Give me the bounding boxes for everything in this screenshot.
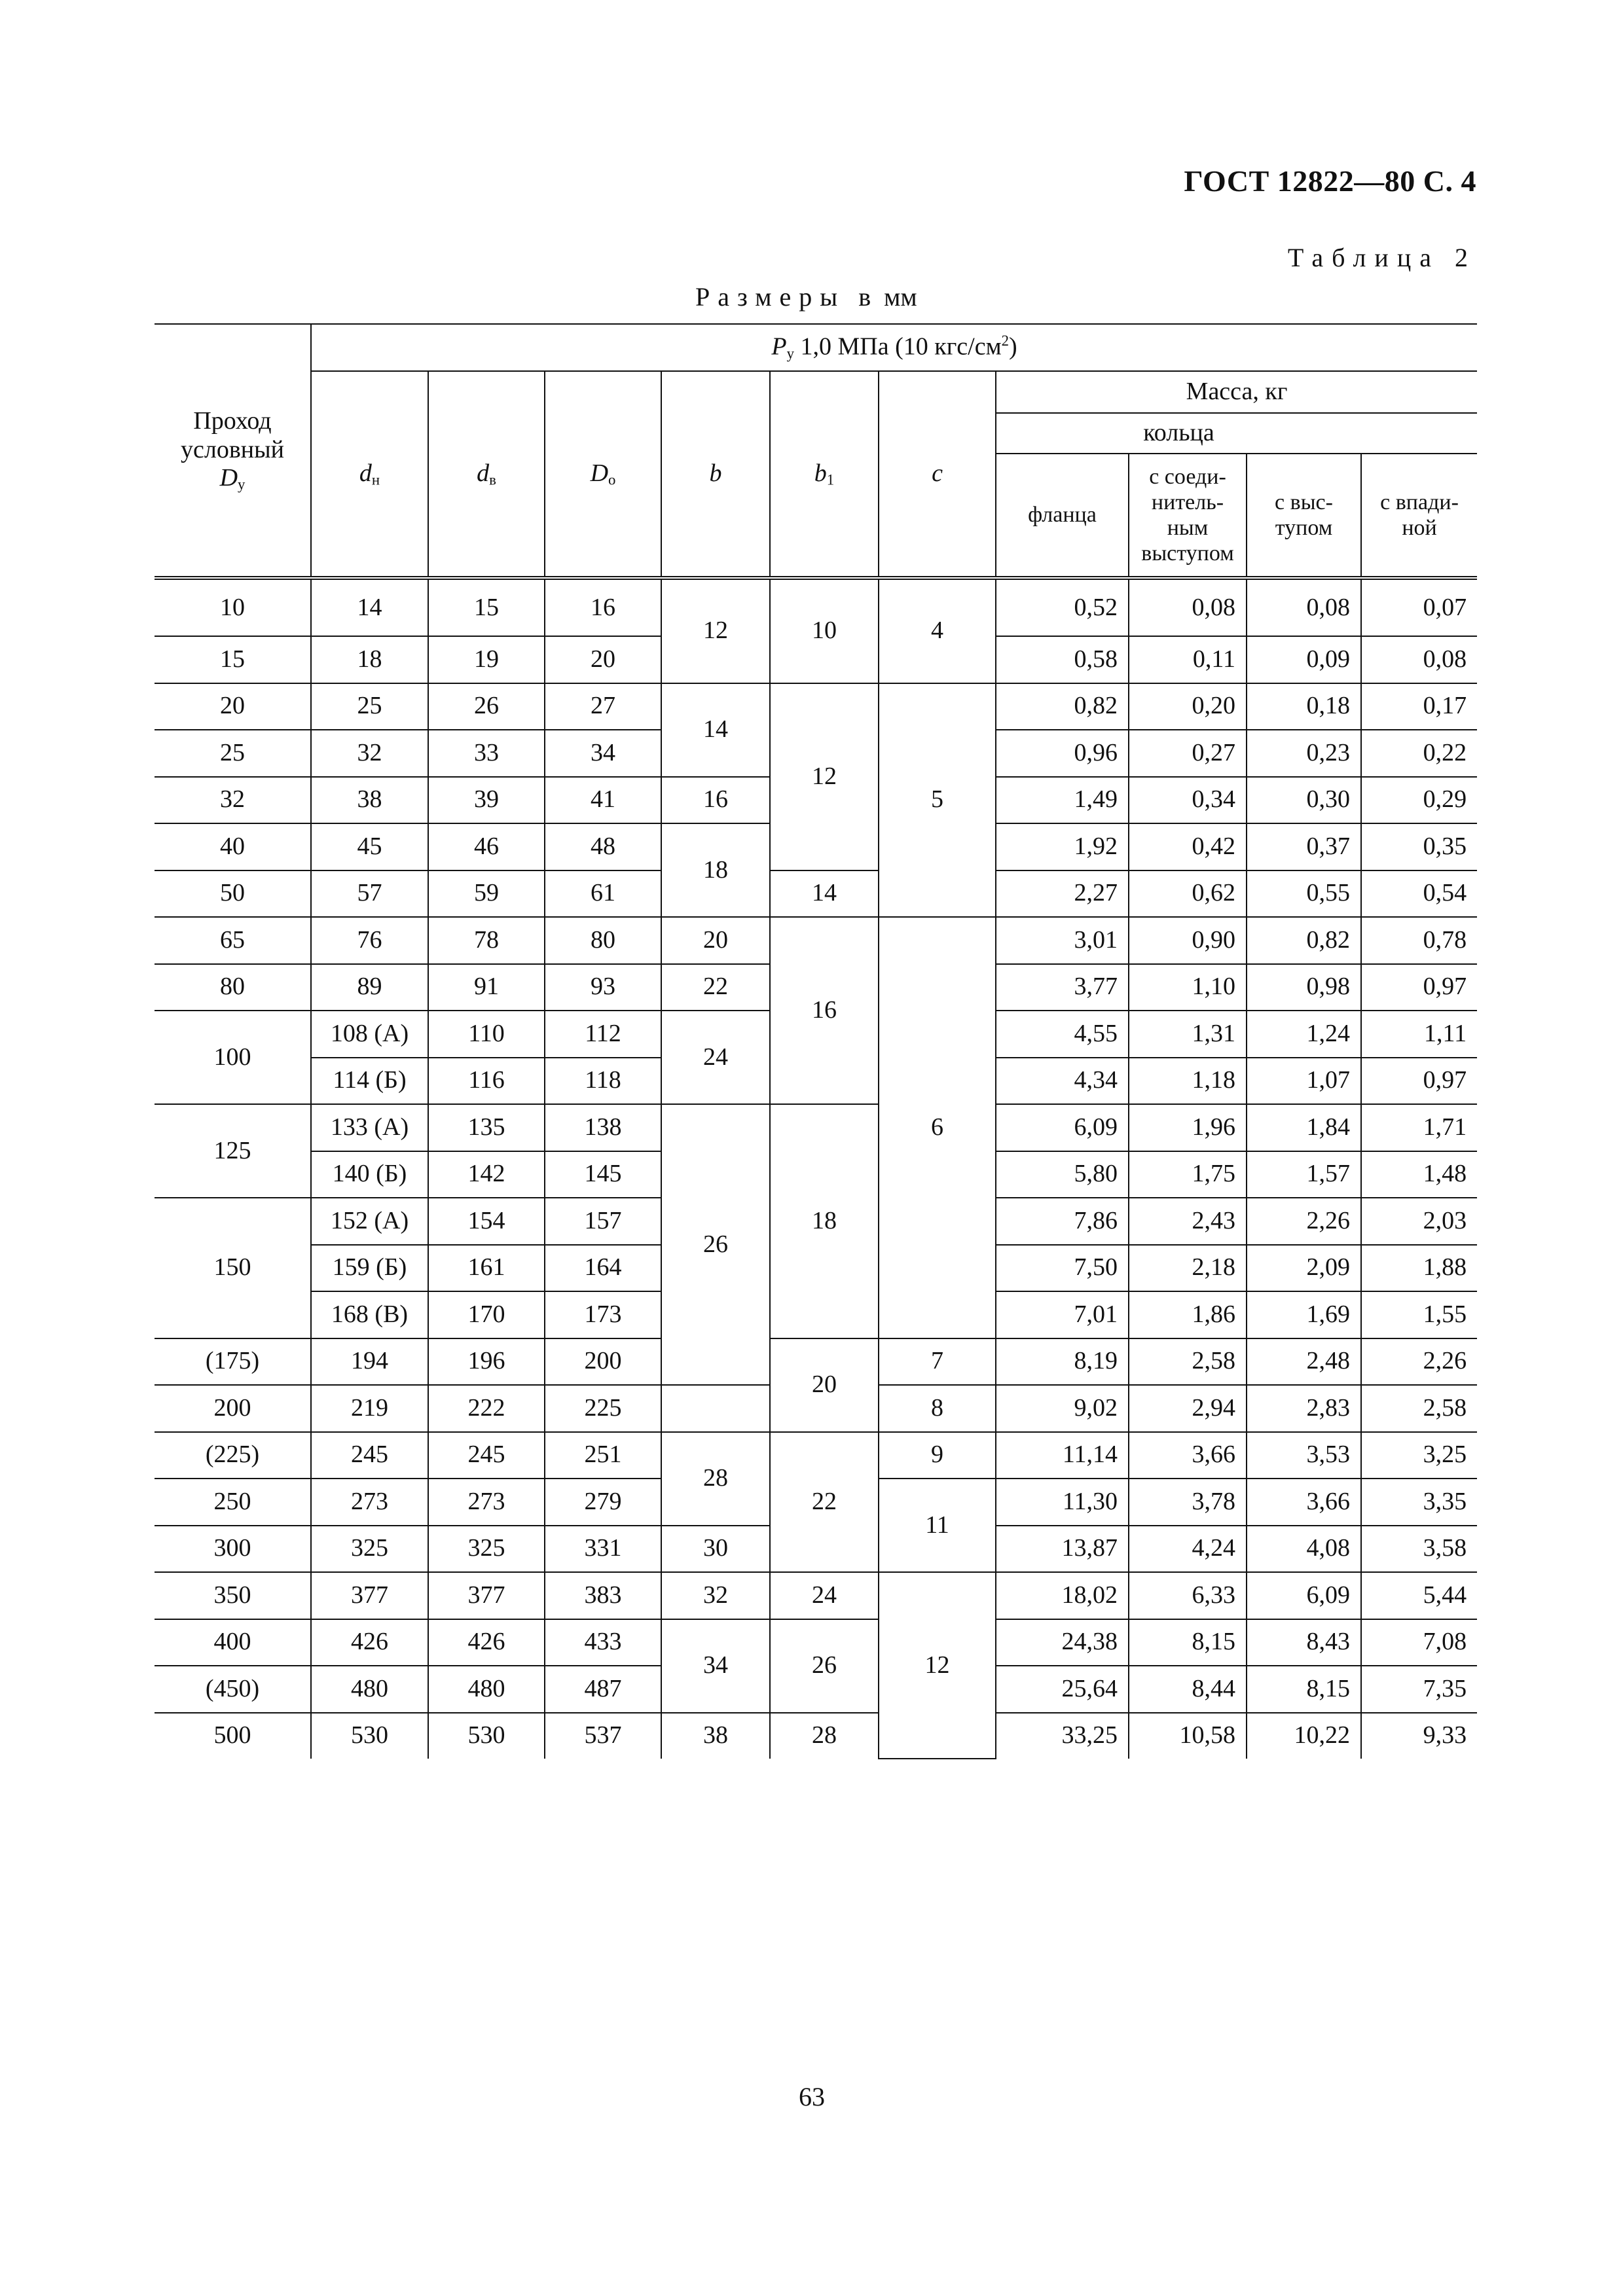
cell-Do: 41 (545, 777, 661, 824)
cell-dn: 273 (311, 1479, 428, 1526)
cell-mass-ring-tongue: 10,22 (1247, 1713, 1361, 1759)
header-b (661, 371, 770, 578)
header-b1 (770, 371, 879, 578)
cell-mass-ring-tongue: 4,08 (1247, 1526, 1361, 1573)
cell-Do: 145 (545, 1151, 661, 1198)
table-row (155, 578, 1477, 636)
cell-dv: 161 (428, 1245, 545, 1292)
cell-passage: 15 (155, 636, 311, 683)
cell-mass-ring-tongue: 0,98 (1247, 964, 1361, 1011)
cell-mass-ring-joint: 0,20 (1129, 683, 1247, 730)
cell-mass-flange: 13,87 (996, 1526, 1129, 1573)
table-row (155, 1104, 1477, 1151)
cell-mass-ring-groove: 1,55 (1361, 1291, 1477, 1338)
cell-mass-flange: 25,64 (996, 1666, 1129, 1713)
ring-joint-line2: нитель- (1151, 490, 1224, 514)
ring-tongue-line1: с выс- (1275, 490, 1333, 514)
cell-mass-ring-joint: 1,18 (1129, 1058, 1247, 1105)
cell-mass-ring-joint: 1,96 (1129, 1104, 1247, 1151)
cell-mass-ring-tongue: 0,09 (1247, 636, 1361, 683)
cell-b: 38 (661, 1713, 770, 1759)
cell-mass-flange: 2,27 (996, 870, 1129, 918)
cell-mass-flange: 11,14 (996, 1432, 1129, 1479)
cell-mass-flange: 3,77 (996, 964, 1129, 1011)
cell-dn: 133 (А) (311, 1104, 428, 1151)
cell-dv: 39 (428, 777, 545, 824)
cell-mass-flange: 7,01 (996, 1291, 1129, 1338)
page-number: 63 (799, 2082, 825, 2111)
cell-passage: (175) (155, 1338, 311, 1386)
pressure-symbol: P (771, 332, 787, 361)
cell-mass-ring-tongue: 6,09 (1247, 1572, 1361, 1619)
cell-b1: 28 (770, 1713, 879, 1759)
cell-mass-ring-joint: 0,34 (1129, 777, 1247, 824)
table-row (155, 917, 1477, 964)
cell-Do: 279 (545, 1479, 661, 1526)
cell-dv: 480 (428, 1666, 545, 1713)
cell-mass-flange: 1,92 (996, 823, 1129, 870)
cell-mass-ring-joint: 3,66 (1129, 1432, 1247, 1479)
cell-c: 11 (879, 1479, 996, 1572)
cell-mass-ring-groove: 2,03 (1361, 1198, 1477, 1245)
header-mass: Масса, кг (996, 371, 1477, 413)
cell-mass-ring-tongue: 1,69 (1247, 1291, 1361, 1338)
cell-dv: 377 (428, 1572, 545, 1619)
cell-mass-flange: 7,50 (996, 1245, 1129, 1292)
cell-passage: 65 (155, 917, 311, 964)
cell-mass-flange: 0,82 (996, 683, 1129, 730)
cell-dv: 142 (428, 1151, 545, 1198)
cell-passage: 150 (155, 1198, 311, 1338)
cell-passage: 350 (155, 1572, 311, 1619)
cell-Do: 331 (545, 1526, 661, 1573)
header-dv (428, 371, 545, 578)
cell-dn: 114 (Б) (311, 1058, 428, 1105)
table-row (155, 1713, 1477, 1759)
cell-dv: 59 (428, 870, 545, 918)
cell-mass-ring-groove: 0,17 (1361, 683, 1477, 730)
cell-mass-flange: 11,30 (996, 1479, 1129, 1526)
cell-mass-ring-tongue: 8,15 (1247, 1666, 1361, 1713)
cell-dn: 18 (311, 636, 428, 683)
cell-mass-ring-tongue: 0,30 (1247, 777, 1361, 824)
cell-b1: 12 (770, 683, 879, 870)
ring-tongue-line2: тупом (1275, 516, 1333, 540)
header-passage (155, 324, 311, 578)
cell-Do: 20 (545, 636, 661, 683)
cell-mass-flange: 33,25 (996, 1713, 1129, 1759)
cell-Do: 200 (545, 1338, 661, 1386)
cell-mass-ring-joint: 2,43 (1129, 1198, 1247, 1245)
cell-passage: 100 (155, 1011, 311, 1104)
units-caption-suffix: в мм (858, 282, 917, 312)
cell-passage: 50 (155, 870, 311, 918)
dn-subscript: н (371, 471, 380, 488)
cell-Do: 225 (545, 1385, 661, 1432)
ring-joint-line1: с соеди- (1149, 464, 1226, 489)
cell-mass-flange: 1,49 (996, 777, 1129, 824)
Do-subscript: о (608, 471, 616, 488)
cell-Do: 537 (545, 1713, 661, 1759)
cell-dv: 135 (428, 1104, 545, 1151)
cell-mass-flange: 0,58 (996, 636, 1129, 683)
cell-dn: 159 (Б) (311, 1245, 428, 1292)
cell-mass-flange: 0,52 (996, 578, 1129, 636)
cell-passage: 10 (155, 578, 311, 636)
cell-dn: 245 (311, 1432, 428, 1479)
table-row (155, 1432, 1477, 1479)
cell-dn: 530 (311, 1713, 428, 1759)
cell-mass-flange: 4,55 (996, 1011, 1129, 1058)
cell-mass-ring-groove: 3,25 (1361, 1432, 1477, 1479)
cell-b: 26 (661, 1104, 770, 1385)
cell-passage: 20 (155, 683, 311, 730)
cell-dn: 168 (В) (311, 1291, 428, 1338)
cell-dn: 377 (311, 1572, 428, 1619)
cell-Do: 34 (545, 730, 661, 777)
pressure-superscript: 2 (1001, 332, 1010, 350)
ring-groove-line2: ной (1402, 516, 1437, 540)
cell-mass-ring-joint: 1,75 (1129, 1151, 1247, 1198)
cell-mass-ring-joint: 8,15 (1129, 1619, 1247, 1666)
cell-passage: 500 (155, 1713, 311, 1759)
cell-dv: 110 (428, 1011, 545, 1058)
cell-passage: 200 (155, 1385, 311, 1432)
cell-Do: 157 (545, 1198, 661, 1245)
cell-mass-ring-joint: 8,44 (1129, 1666, 1247, 1713)
cell-b: 16 (661, 777, 770, 824)
cell-dn: 108 (А) (311, 1011, 428, 1058)
cell-mass-ring-joint: 2,58 (1129, 1338, 1247, 1386)
cell-mass-ring-groove: 1,88 (1361, 1245, 1477, 1292)
cell-dv: 273 (428, 1479, 545, 1526)
cell-dv: 196 (428, 1338, 545, 1386)
cell-mass-ring-tongue: 2,26 (1247, 1198, 1361, 1245)
cell-passage: 300 (155, 1526, 311, 1573)
cell-dn: 480 (311, 1666, 428, 1713)
cell-mass-ring-tongue: 0,08 (1247, 578, 1361, 636)
header-passage-symbol: D (219, 464, 238, 492)
cell-dv: 33 (428, 730, 545, 777)
units-caption-prefix: Размеры (695, 282, 846, 312)
Do-symbol: D (590, 459, 609, 487)
cell-b: 12 (661, 578, 770, 683)
cell-Do: 61 (545, 870, 661, 918)
header-dn (311, 371, 428, 578)
cell-dv: 19 (428, 636, 545, 683)
cell-dn: 45 (311, 823, 428, 870)
cell-passage: (450) (155, 1666, 311, 1713)
cell-dn: 325 (311, 1526, 428, 1573)
cell-mass-ring-joint: 1,86 (1129, 1291, 1247, 1338)
cell-mass-ring-joint: 1,10 (1129, 964, 1247, 1011)
cell-mass-ring-tongue: 2,09 (1247, 1245, 1361, 1292)
header-Do (545, 371, 661, 578)
table-row (155, 1338, 1477, 1386)
cell-dv: 170 (428, 1291, 545, 1338)
dn-symbol: d (359, 459, 372, 487)
cell-mass-ring-joint: 0,42 (1129, 823, 1247, 870)
cell-mass-ring-joint: 0,11 (1129, 636, 1247, 683)
cell-dn: 152 (А) (311, 1198, 428, 1245)
cell-Do: 251 (545, 1432, 661, 1479)
cell-mass-flange: 7,86 (996, 1198, 1129, 1245)
b-symbol: b (709, 459, 722, 488)
cell-dn: 219 (311, 1385, 428, 1432)
header-flange: фланца (996, 454, 1129, 578)
header-c (879, 371, 996, 578)
cell-b: 30 (661, 1526, 770, 1573)
cell-mass-ring-joint: 3,78 (1129, 1479, 1247, 1526)
b1-symbol: b (814, 459, 827, 487)
dv-symbol: d (477, 459, 490, 487)
cell-dn: 140 (Б) (311, 1151, 428, 1198)
cell-mass-ring-groove: 1,48 (1361, 1151, 1477, 1198)
cell-b: 20 (661, 917, 770, 964)
cell-passage: 250 (155, 1479, 311, 1526)
header-passage-line1: Проход (193, 406, 272, 435)
cell-mass-flange: 4,34 (996, 1058, 1129, 1105)
cell-Do: 27 (545, 683, 661, 730)
cell-dv: 245 (428, 1432, 545, 1479)
cell-mass-ring-groove: 0,22 (1361, 730, 1477, 777)
header-ring-joint (1129, 454, 1247, 578)
table-label: Таблица 2 (1287, 243, 1476, 272)
cell-b1: 22 (770, 1432, 879, 1573)
cell-mass-ring-groove: 0,08 (1361, 636, 1477, 683)
cell-c: 7 (879, 1338, 996, 1386)
cell-dv: 91 (428, 964, 545, 1011)
cell-c: 6 (879, 917, 996, 1338)
cell-c: 5 (879, 683, 996, 918)
header-ring-groove (1361, 454, 1477, 578)
cell-mass-ring-tongue: 0,23 (1247, 730, 1361, 777)
table-header (155, 324, 1477, 578)
cell-Do: 93 (545, 964, 661, 1011)
document-reference: ГОСТ 12822—80 С. 4 (1184, 164, 1476, 198)
cell-dv: 46 (428, 823, 545, 870)
cell-mass-ring-groove: 0,97 (1361, 964, 1477, 1011)
cell-mass-ring-joint: 0,90 (1129, 917, 1247, 964)
cell-mass-ring-joint: 4,24 (1129, 1526, 1247, 1573)
cell-mass-ring-groove: 7,08 (1361, 1619, 1477, 1666)
cell-mass-flange: 5,80 (996, 1151, 1129, 1198)
cell-mass-ring-tongue: 0,82 (1247, 917, 1361, 964)
pressure-tail: ) (1009, 332, 1017, 361)
cell-dv: 530 (428, 1713, 545, 1759)
cell-passage: 32 (155, 777, 311, 824)
cell-Do: 118 (545, 1058, 661, 1105)
cell-mass-ring-tongue: 1,84 (1247, 1104, 1361, 1151)
cell-Do: 112 (545, 1011, 661, 1058)
cell-dv: 325 (428, 1526, 545, 1573)
ring-joint-line3: ным (1167, 516, 1209, 540)
cell-dv: 26 (428, 683, 545, 730)
header-passage-subscript: у (238, 476, 246, 493)
cell-b1: 24 (770, 1572, 879, 1619)
cell-dv: 154 (428, 1198, 545, 1245)
cell-mass-ring-joint: 2,94 (1129, 1385, 1247, 1432)
cell-b: 24 (661, 1011, 770, 1104)
cell-mass-ring-joint: 6,33 (1129, 1572, 1247, 1619)
cell-c: 9 (879, 1432, 996, 1479)
cell-b1: 16 (770, 917, 879, 1104)
cell-mass-ring-groove: 0,54 (1361, 870, 1477, 918)
cell-mass-ring-joint: 0,08 (1129, 578, 1247, 636)
cell-mass-ring-joint: 0,27 (1129, 730, 1247, 777)
cell-mass-flange: 8,19 (996, 1338, 1129, 1386)
cell-dn: 38 (311, 777, 428, 824)
cell-mass-ring-groove: 2,58 (1361, 1385, 1477, 1432)
cell-dn: 32 (311, 730, 428, 777)
cell-mass-ring-tongue: 0,55 (1247, 870, 1361, 918)
cell-mass-ring-groove: 5,44 (1361, 1572, 1477, 1619)
cell-Do: 164 (545, 1245, 661, 1292)
c-symbol: c (932, 459, 943, 488)
cell-b1: 26 (770, 1619, 879, 1713)
cell-passage: 125 (155, 1104, 311, 1198)
cell-b (661, 1385, 770, 1432)
cell-mass-ring-groove: 0,29 (1361, 777, 1477, 824)
cell-b: 34 (661, 1619, 770, 1713)
cell-mass-flange: 9,02 (996, 1385, 1129, 1432)
pressure-subscript: у (786, 345, 794, 362)
cell-b: 18 (661, 823, 770, 917)
header-passage-line2: условный (181, 435, 284, 463)
cell-dn: 426 (311, 1619, 428, 1666)
cell-mass-ring-tongue: 8,43 (1247, 1619, 1361, 1666)
b1-subscript: 1 (826, 471, 835, 488)
header-rings: кольца (996, 413, 1361, 454)
cell-Do: 138 (545, 1104, 661, 1151)
cell-dv: 78 (428, 917, 545, 964)
cell-mass-ring-groove: 0,35 (1361, 823, 1477, 870)
pressure-text: 1,0 МПа (10 кгс/см (794, 332, 1002, 361)
cell-passage: 80 (155, 964, 311, 1011)
dv-subscript: в (489, 471, 496, 488)
ring-joint-line4: выступом (1141, 541, 1234, 566)
cell-mass-flange: 0,96 (996, 730, 1129, 777)
table-row (155, 683, 1477, 730)
cell-dv: 426 (428, 1619, 545, 1666)
cell-b: 22 (661, 964, 770, 1011)
cell-dv: 222 (428, 1385, 545, 1432)
table-row (155, 1619, 1477, 1666)
table-row (155, 870, 1477, 918)
cell-mass-ring-groove: 3,58 (1361, 1526, 1477, 1573)
cell-mass-ring-groove: 1,71 (1361, 1104, 1477, 1151)
units-caption (695, 281, 917, 312)
cell-mass-ring-tongue: 1,07 (1247, 1058, 1361, 1105)
cell-Do: 433 (545, 1619, 661, 1666)
cell-dn: 57 (311, 870, 428, 918)
cell-Do: 16 (545, 578, 661, 636)
header-pressure (311, 324, 1477, 371)
cell-mass-ring-tongue: 3,53 (1247, 1432, 1361, 1479)
cell-b1: 18 (770, 1104, 879, 1338)
cell-dn: 194 (311, 1338, 428, 1386)
dimensions-table (155, 323, 1477, 1759)
cell-dn: 25 (311, 683, 428, 730)
cell-c: 12 (879, 1572, 996, 1759)
cell-mass-ring-tongue: 1,57 (1247, 1151, 1361, 1198)
cell-passage: 25 (155, 730, 311, 777)
table-row (155, 1572, 1477, 1619)
cell-dv: 116 (428, 1058, 545, 1105)
cell-b: 32 (661, 1572, 770, 1619)
cell-mass-ring-groove: 1,11 (1361, 1011, 1477, 1058)
cell-b1: 20 (770, 1338, 879, 1432)
cell-dn: 14 (311, 578, 428, 636)
cell-mass-ring-tongue: 0,37 (1247, 823, 1361, 870)
cell-mass-flange: 3,01 (996, 917, 1129, 964)
cell-Do: 383 (545, 1572, 661, 1619)
cell-mass-flange: 24,38 (996, 1619, 1129, 1666)
cell-mass-ring-tongue: 0,18 (1247, 683, 1361, 730)
cell-mass-ring-groove: 2,26 (1361, 1338, 1477, 1386)
header-ring-tongue (1247, 454, 1361, 578)
cell-mass-ring-joint: 1,31 (1129, 1011, 1247, 1058)
cell-mass-ring-groove: 0,07 (1361, 578, 1477, 636)
cell-mass-ring-joint: 10,58 (1129, 1713, 1247, 1759)
cell-dn: 76 (311, 917, 428, 964)
cell-mass-flange: 6,09 (996, 1104, 1129, 1151)
cell-passage: (225) (155, 1432, 311, 1479)
cell-dv: 15 (428, 578, 545, 636)
cell-mass-flange: 18,02 (996, 1572, 1129, 1619)
cell-mass-ring-joint: 0,62 (1129, 870, 1247, 918)
cell-b: 28 (661, 1432, 770, 1526)
cell-mass-ring-tongue: 1,24 (1247, 1011, 1361, 1058)
cell-mass-ring-tongue: 2,48 (1247, 1338, 1361, 1386)
cell-b1: 10 (770, 578, 879, 683)
cell-mass-ring-joint: 2,18 (1129, 1245, 1247, 1292)
cell-mass-ring-groove: 7,35 (1361, 1666, 1477, 1713)
cell-passage: 400 (155, 1619, 311, 1666)
cell-dn: 89 (311, 964, 428, 1011)
cell-b: 14 (661, 683, 770, 777)
cell-mass-ring-groove: 3,35 (1361, 1479, 1477, 1526)
cell-Do: 80 (545, 917, 661, 964)
table-body (155, 578, 1477, 1759)
cell-mass-ring-tongue: 2,83 (1247, 1385, 1361, 1432)
cell-mass-ring-tongue: 3,66 (1247, 1479, 1361, 1526)
cell-Do: 48 (545, 823, 661, 870)
cell-passage: 40 (155, 823, 311, 870)
cell-Do: 487 (545, 1666, 661, 1713)
cell-b1: 14 (770, 870, 879, 918)
cell-mass-ring-groove: 9,33 (1361, 1713, 1477, 1759)
cell-mass-ring-groove: 0,78 (1361, 917, 1477, 964)
ring-groove-line1: с впади- (1380, 490, 1459, 514)
cell-c: 8 (879, 1385, 996, 1432)
cell-mass-ring-groove: 0,97 (1361, 1058, 1477, 1105)
cell-c: 4 (879, 578, 996, 683)
cell-Do: 173 (545, 1291, 661, 1338)
